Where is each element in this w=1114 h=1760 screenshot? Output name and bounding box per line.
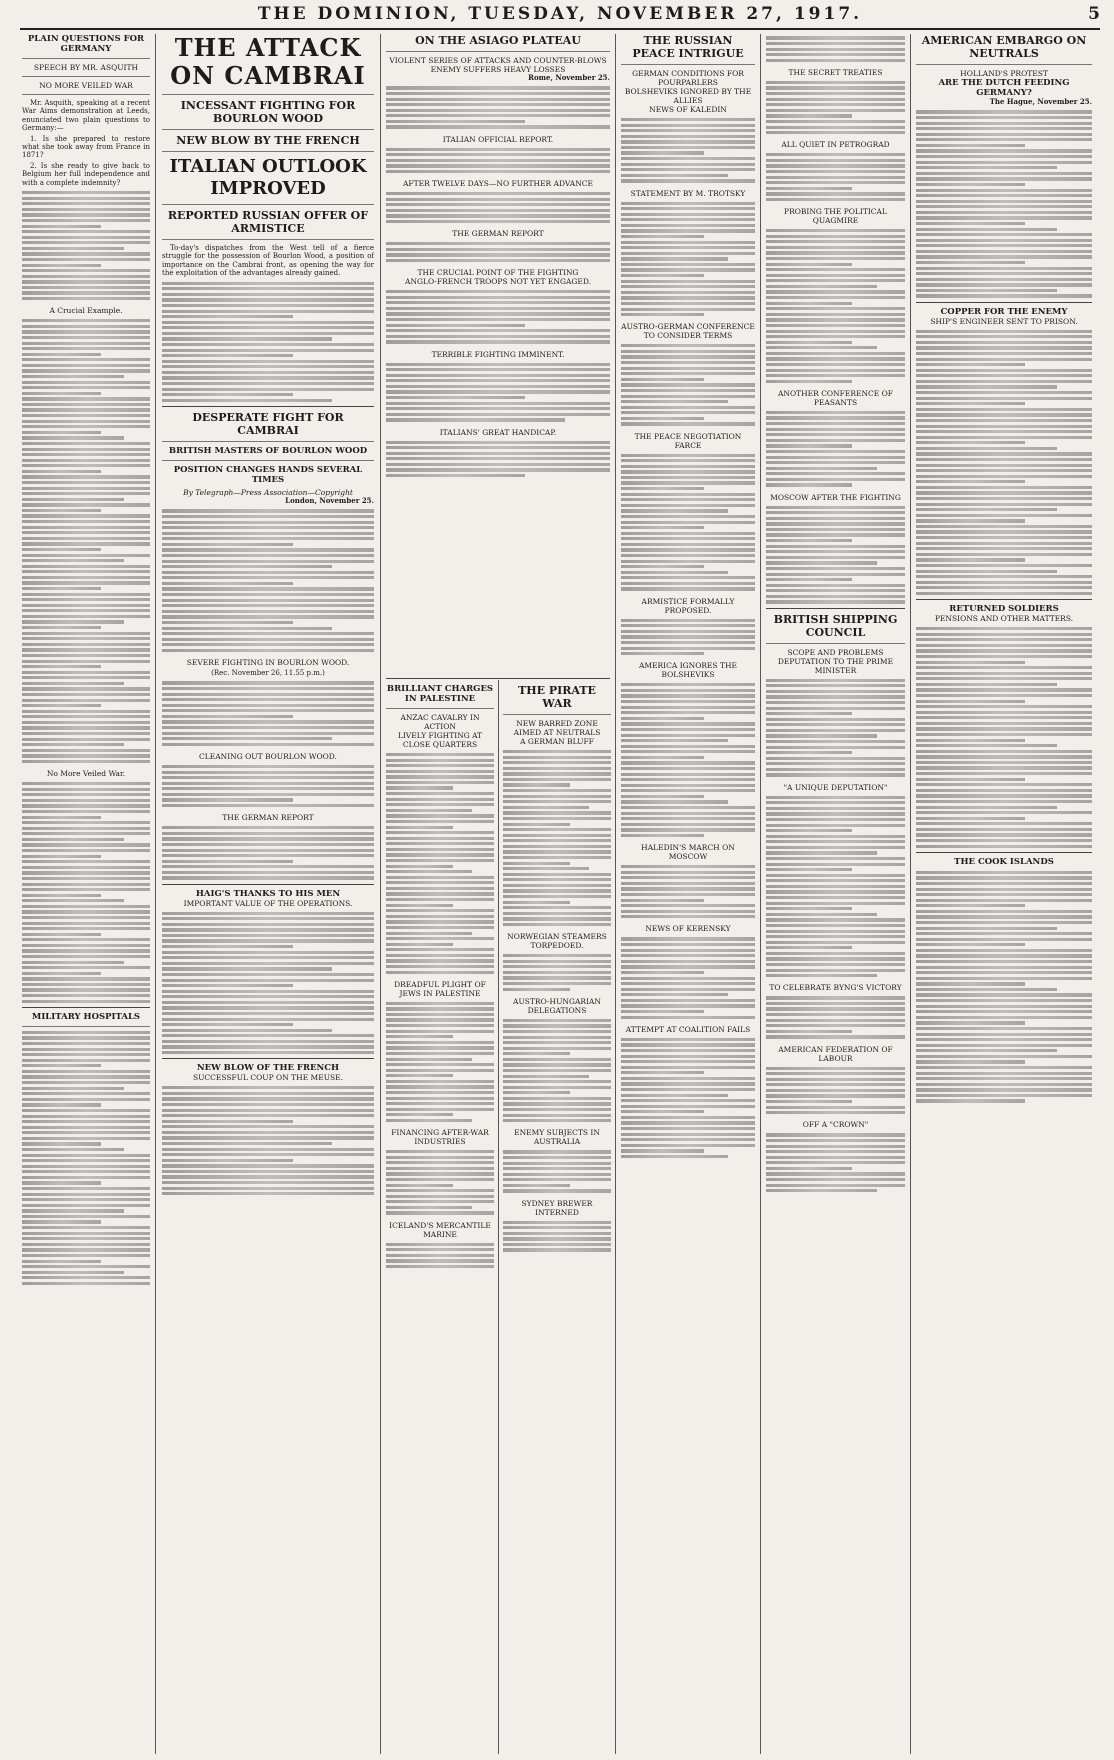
subheadline: REPORTED RUSSIAN OFFER OF ARMISTICE: [167, 209, 369, 235]
article-text: [766, 506, 905, 604]
article-text: [386, 192, 610, 223]
headline: NEW BLOW OF THE FRENCH: [196, 1063, 340, 1074]
section-subhead: "A UNIQUE DEPUTATION": [783, 782, 888, 792]
article-text: [503, 1150, 611, 1192]
section-subhead: TO CELEBRATE BYNG'S VICTORY: [769, 983, 902, 993]
section-subhead: ENEMY SUBJECTS IN AUSTRALIA: [514, 1128, 600, 1147]
subheadline: HOLLAND'S PROTEST: [960, 69, 1048, 78]
section-subhead: ICELAND'S MERCANTILE MARINE: [389, 1220, 491, 1239]
column-rule: [155, 34, 156, 1754]
article-text: [766, 153, 905, 201]
column-6: [766, 34, 905, 1754]
subheadline: VIOLENT SERIES OF ATTACKS AND COUNTER-BLOWS: [389, 56, 607, 65]
article-text: [503, 954, 611, 991]
section-divider: [386, 678, 610, 679]
section-subhead: ITALIAN OFFICIAL REPORT.: [442, 134, 554, 144]
article-text: [503, 1221, 611, 1252]
headline: COPPER FOR THE ENEMY: [940, 306, 1068, 317]
subheadline: NEW BLOW BY THE FRENCH: [176, 134, 360, 147]
article-text: [621, 344, 755, 425]
article-text: [621, 865, 755, 918]
subheadline: INCESSANT FIGHTING FOR BOURLON WOOD: [180, 99, 356, 125]
article-text: [766, 796, 905, 978]
subheadline: ARE THE DUTCH FEEDING GERMANY?: [938, 78, 1070, 98]
article-text: [162, 509, 374, 652]
byline: By Telegraph—Press Association—Copyright: [183, 487, 353, 497]
headline: THE RUSSIAN PEACE INTRIGUE: [632, 34, 744, 60]
section-subhead: No More Veiled War.: [46, 769, 126, 779]
masthead: [20, 2, 1100, 30]
article-text: [766, 229, 905, 383]
article-text: [22, 191, 150, 300]
article-text: [621, 619, 755, 656]
section-subhead: NORWEGIAN STEAMERS TORPEDOED.: [507, 932, 607, 951]
subheadline: NEW BARRED ZONE AIMED AT NEUTRALS: [513, 719, 601, 737]
section-subhead: MOSCOW AFTER THE FIGHTING: [770, 492, 901, 502]
section-subhead: ANOTHER CONFERENCE OF PEASANTS: [778, 388, 893, 407]
headline: AMERICAN EMBARGO ON NEUTRALS: [921, 34, 1087, 60]
section-subhead: A Crucial Example.: [49, 306, 123, 316]
article-paragraph: 1. Is she prepared to restore what she took away from France in 1871?: [22, 134, 150, 160]
section-subhead: STATEMENT BY M. TROTSKY: [630, 188, 746, 198]
article-text: [162, 1086, 374, 1195]
section-subhead: AMERICA IGNORES THE BOLSHEVIKS: [638, 661, 738, 680]
received-line: (Rec. November 26, 11.55 p.m.): [211, 669, 325, 677]
article-text: [621, 937, 755, 1018]
section-subhead: ATTEMPT AT COALITION FAILS: [625, 1024, 751, 1034]
section-subhead: ITALIANS' GREAT HANDICAP.: [439, 427, 557, 437]
column-2: [162, 34, 374, 1754]
article-text: [621, 202, 755, 317]
section-subhead: THE SECRET TREATIES: [788, 67, 883, 77]
section-subhead: CLEANING OUT BOURLON WOOD.: [199, 751, 337, 761]
article-text: [162, 765, 374, 807]
subheadline: A GERMAN BLUFF: [520, 737, 594, 746]
column-rule: [760, 34, 761, 1754]
subheadline: BOLSHEVIKS IGNORED BY THE ALLIES: [624, 87, 752, 105]
headline: ON THE ASIAGO PLATEAU: [415, 34, 581, 47]
article-text: [916, 627, 1092, 848]
subheadline: ANGLO-FRENCH TROOPS NOT YET ENGAGED.: [405, 277, 591, 287]
headline: THE ATTACK ON CAMBRAI: [170, 34, 366, 90]
article-text: [621, 118, 755, 183]
subheadline: POSITION CHANGES HANDS SEVERAL TIMES: [173, 464, 363, 485]
column-7: [916, 34, 1092, 1754]
subheadline: SCOPE AND PROBLEMS: [787, 647, 884, 657]
article-text: [503, 1019, 611, 1123]
headline: HAIG'S THANKS TO HIS MEN: [195, 888, 341, 899]
subheadline: ENEMY SUFFERS HEAVY LOSSES: [430, 65, 566, 74]
headline: RETURNED SOLDIERS: [949, 604, 1059, 615]
headline: THE PIRATE WAR: [518, 684, 596, 710]
article-text: [162, 826, 374, 879]
article-text: [386, 290, 610, 343]
masthead-title: THE DOMINION, TUESDAY, NOVEMBER 27, 1917.: [257, 4, 863, 24]
headline: ITALIAN OUTLOOK IMPROVED: [169, 156, 367, 199]
headline: BRITISH SHIPPING COUNCIL: [773, 612, 898, 639]
column-rule: [615, 34, 616, 1754]
column-1: [22, 34, 150, 1754]
article-paragraph: 2. Is she ready to give back to Belgium her full independence and with a complete indemnity?: [22, 161, 150, 187]
subheadline: DEPUTATION TO THE PRIME MINISTER: [777, 656, 894, 675]
section-subhead: SYDNEY BREWER INTERNED: [521, 1198, 593, 1217]
article-text: [766, 1067, 905, 1115]
subheadline: BRITISH MASTERS OF BOURLON WOOD: [168, 445, 368, 456]
section-subhead: THE CRUCIAL POINT OF THE FIGHTING: [417, 268, 579, 278]
article-text: [766, 411, 905, 487]
column-3a: [386, 684, 494, 1754]
section-subhead: AFTER TWELVE DAYS—NO FURTHER ADVANCE: [403, 179, 593, 189]
headline: THE COOK ISLANDS: [954, 856, 1054, 867]
article-text: [386, 148, 610, 174]
article-text: [621, 683, 755, 837]
article-text: [386, 441, 610, 478]
dateline: The Hague, November 25.: [989, 97, 1092, 106]
article-text: [766, 996, 905, 1038]
subheadline: PENSIONS AND OTHER MATTERS.: [934, 614, 1074, 624]
subheadline: GERMAN CONDITIONS FOR POURPARLERS: [632, 69, 744, 87]
article-text: [916, 110, 1092, 297]
column-rule: [380, 34, 381, 1754]
section-subhead: HALEDIN'S MARCH ON MOSCOW: [641, 843, 735, 862]
dateline: Rome, November 25.: [528, 73, 610, 82]
headline: PLAIN QUESTIONS FOR GERMANY: [27, 34, 145, 54]
article-text: [386, 86, 610, 128]
section-subhead: AMERICAN FEDERATION OF LABOUR: [778, 1044, 893, 1063]
article-text: [503, 750, 611, 926]
section-subhead: TERRIBLE FIGHTING IMMINENT.: [431, 349, 565, 359]
article-text: [162, 912, 374, 1055]
article-text: [162, 282, 374, 402]
subheadline: ANZAC CAVALRY IN ACTION: [400, 713, 480, 731]
section-subhead: FINANCING AFTER-WAR INDUSTRIES: [391, 1128, 489, 1147]
subheadline: SPEECH BY MR. ASQUITH: [33, 63, 139, 72]
subheadline: IMPORTANT VALUE OF THE OPERATIONS.: [183, 898, 353, 908]
article-text: [386, 1002, 494, 1122]
article-text: [916, 330, 1092, 595]
subheadline: NEWS OF KALEDIN: [649, 105, 727, 114]
section-subhead: THE GERMAN REPORT: [452, 229, 544, 239]
article-text: [22, 782, 150, 1003]
subheadline: NO MORE VEILED WAR: [39, 81, 133, 90]
subheadline: SHIP'S ENGINEER SENT TO PRISON.: [930, 316, 1078, 326]
article-text: [766, 679, 905, 777]
article-text: [916, 871, 1092, 1103]
article-text: [162, 681, 374, 746]
section-subhead: THE GERMAN REPORT: [222, 813, 314, 823]
section-subhead: SEVERE FIGHTING IN BOURLON WOOD.: [186, 658, 350, 667]
article-text: [386, 753, 494, 974]
article-text: [386, 363, 610, 422]
headline: MILITARY HOSPITALS: [31, 1011, 141, 1022]
article-paragraph: Mr. Asquith, speaking at a recent War Aims demonstration at Leeds, enunciated two plain questions to Germany:—: [22, 99, 150, 133]
headline: DESPERATE FIGHT FOR CAMBRAI: [192, 410, 344, 437]
article-text: [766, 81, 905, 134]
article-text: [22, 319, 150, 763]
section-subhead: AUSTRO-GERMAN CONFERENCE TO CONSIDER TERMS: [621, 322, 755, 341]
subheadline: SUCCESSFUL COUP ON THE MEUSE.: [192, 1073, 344, 1083]
section-subhead: PROBING THE POLITICAL QUAGMIRE: [784, 207, 887, 226]
section-subhead: NEWS OF KERENSKY: [645, 924, 731, 934]
article-text: [386, 242, 610, 262]
subheadline: LIVELY FIGHTING AT CLOSE QUARTERS: [397, 731, 483, 749]
section-subhead: DREADFUL PLIGHT OF JEWS IN PALESTINE: [394, 979, 486, 998]
article-text: [621, 454, 755, 591]
section-subhead: THE PEACE NEGOTIATION FARCE: [634, 431, 742, 450]
section-subhead: OFF A "CROWN": [802, 1120, 869, 1130]
column-3: [386, 34, 610, 674]
section-subhead: ARMISTICE FORMALLY PROPOSED.: [641, 596, 735, 615]
dateline: London, November 25.: [285, 495, 374, 505]
section-subhead: AUSTRO-HUNGARIAN DELEGATIONS: [513, 996, 601, 1015]
column-3b: [503, 684, 611, 1754]
article-text: [386, 1150, 494, 1215]
article-text: [766, 36, 905, 62]
headline: BRILLIANT CHARGES IN PALESTINE: [386, 684, 494, 704]
article-text: [22, 1031, 150, 1285]
column-rule: [910, 34, 911, 1754]
column-5: [621, 34, 755, 1754]
article-paragraph: To-day's dispatches from the West tell of a fierce struggle for the possession of Bourlon Wood, a position of importance on the Cambrai front, as opening the way for the exploitation of the advantages already gained.: [162, 244, 374, 278]
article-text: [621, 1038, 755, 1158]
article-text: [386, 1243, 494, 1269]
article-text: [766, 1133, 905, 1192]
column-rule: [498, 680, 499, 1754]
section-subhead: ALL QUIET IN PETROGRAD: [781, 140, 890, 150]
page-number: 5: [1088, 4, 1100, 24]
